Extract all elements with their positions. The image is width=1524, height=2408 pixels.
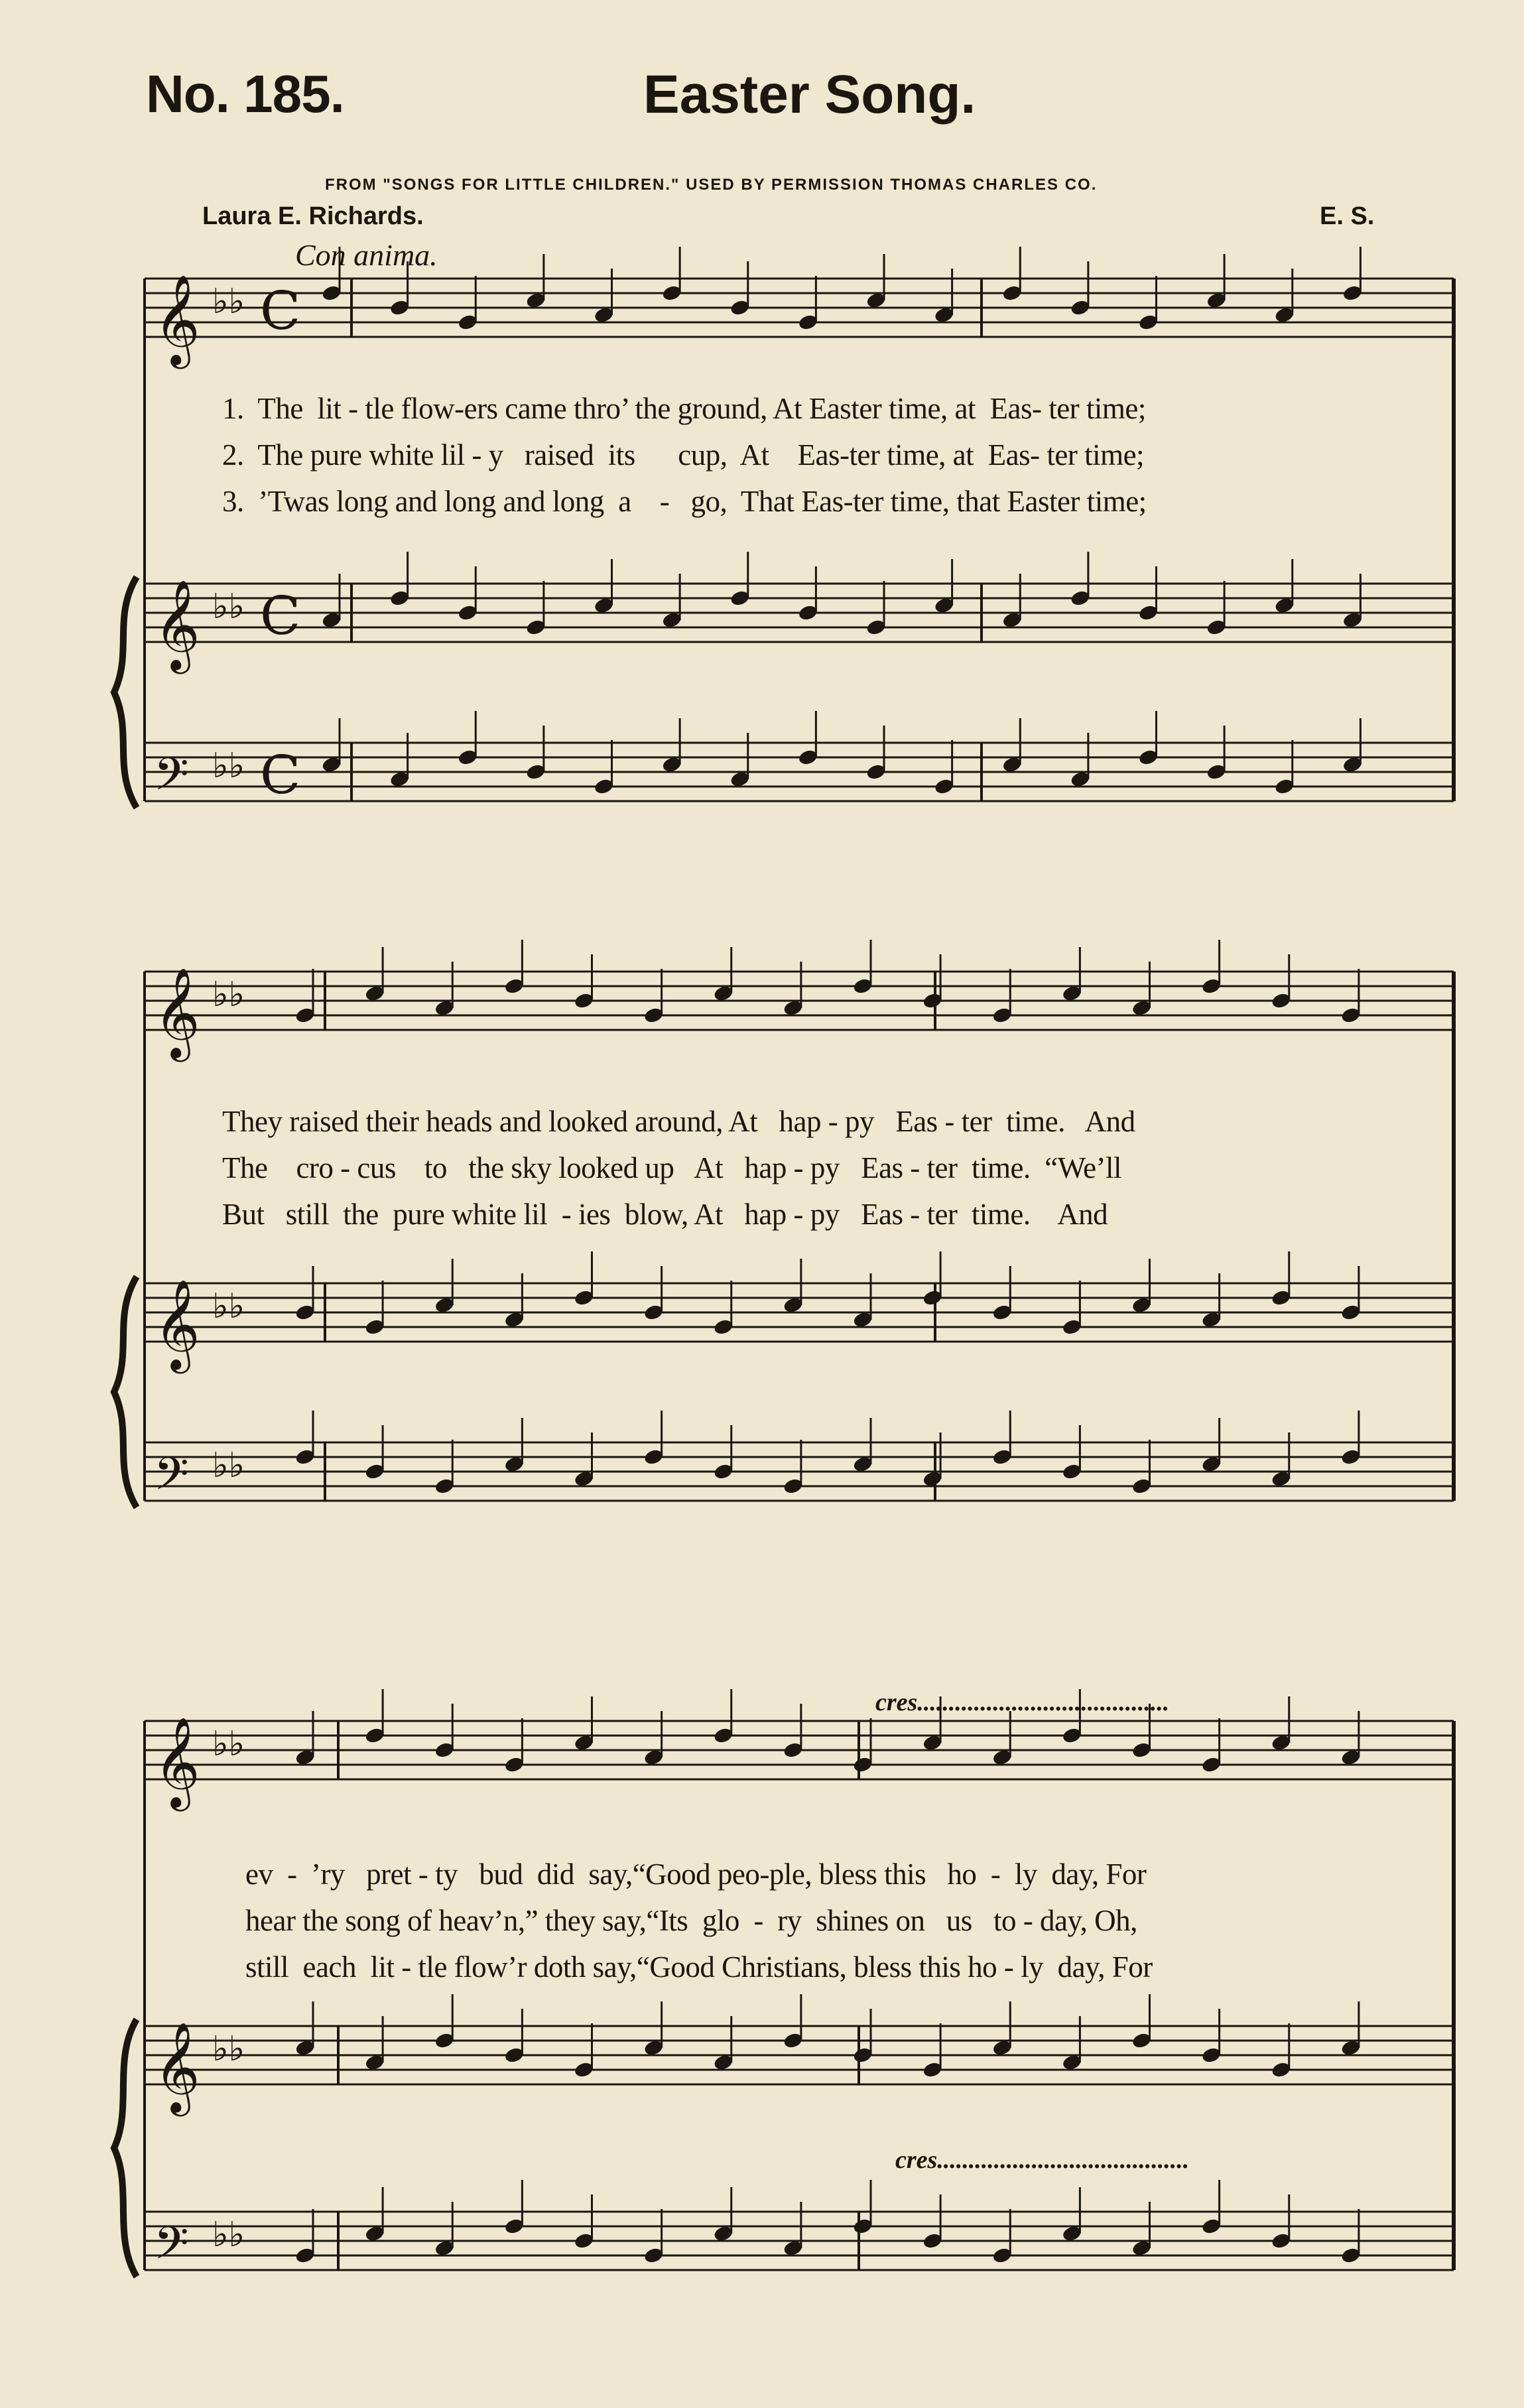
crescendo-marking: cres........................................ [895, 2146, 1190, 2174]
composer: E. S. [1320, 202, 1375, 230]
lyric-line: They raised their heads and looked around, At hap - py Eas - ter time. And [222, 1105, 1135, 1138]
treble-clef: 𝄞 [154, 1278, 200, 1369]
flat-sign: ♭♭ [212, 1287, 245, 1326]
clefs-and-braces [114, 273, 300, 2281]
bass-clef: 𝄢 [154, 749, 189, 812]
treble-clef: 𝄞 [154, 578, 200, 670]
tempo-marking: Con anima. [295, 238, 438, 272]
crescendo-marking: cres........................................ [875, 1688, 1170, 1716]
notes [295, 247, 1363, 2264]
lyric-line: 2. The pure white lil - y raised its cup, At Eas-ter time, at Eas- ter time; [222, 438, 1145, 472]
staff-lines [145, 279, 1454, 2270]
flat-sign: ♭♭ [212, 1446, 245, 1486]
bass-clef: 𝄢 [154, 2218, 189, 2281]
flat-sign: ♭♭ [212, 1724, 245, 1764]
lyric-line: 1. The lit - tle flow-ers came thro’ the ground, At Easter time, at Eas- ter time; [222, 392, 1146, 425]
time-signature: C [260, 585, 301, 647]
bar-lines [145, 279, 1454, 2270]
flat-sign: ♭♭ [212, 587, 245, 627]
treble-clef: 𝄞 [154, 273, 200, 365]
hymn-number: No. 185. [146, 64, 344, 123]
flat-sign: ♭♭ [212, 282, 245, 322]
lyric-line: But still the pure white lil - ies blow, At hap - py Eas - ter time. And [222, 1198, 1108, 1231]
treble-clef: 𝄞 [154, 2021, 200, 2112]
source-credit: FROM "SONGS FOR LITTLE CHILDREN." USED BY PERMISSION THOMAS CHARLES CO. [325, 176, 1098, 194]
bass-clef: 𝄢 [154, 1448, 189, 1511]
treble-clef: 𝄞 [154, 966, 200, 1058]
flat-sign: ♭♭ [212, 746, 245, 786]
lyric-line: The cro - cus to the sky looked up At hap - py Eas - ter time. “We’ll [222, 1151, 1122, 1184]
time-signature: C [260, 744, 301, 806]
lyricist: Laura E. Richards. [202, 202, 424, 230]
brace [114, 2019, 137, 2277]
brace [114, 577, 137, 808]
flat-sign: ♭♭ [212, 2215, 245, 2255]
lyric-line: hear the song of heav’n,” they say,“Its glo - ry shines on us to - day, Oh, [245, 1904, 1137, 1937]
lyric-line: still each lit - tle flow’r doth say,“Good Christians, bless this ho - ly day, For [245, 1950, 1153, 1984]
lyric-line: 3. ’Twas long and long and long a - go, That Eas-ter time, that Easter time; [222, 485, 1147, 518]
lyric-line: ev - ’ry pret - ty bud did say,“Good peo-ple, bless this ho - ly day, For [245, 1858, 1147, 1891]
time-signature: C [260, 280, 301, 342]
flat-sign: ♭♭ [212, 2029, 245, 2069]
hymn-title: Easter Song. [643, 64, 976, 125]
brace [114, 1277, 137, 1507]
flat-sign: ♭♭ [212, 975, 245, 1015]
treble-clef: 𝄞 [154, 1716, 200, 1807]
